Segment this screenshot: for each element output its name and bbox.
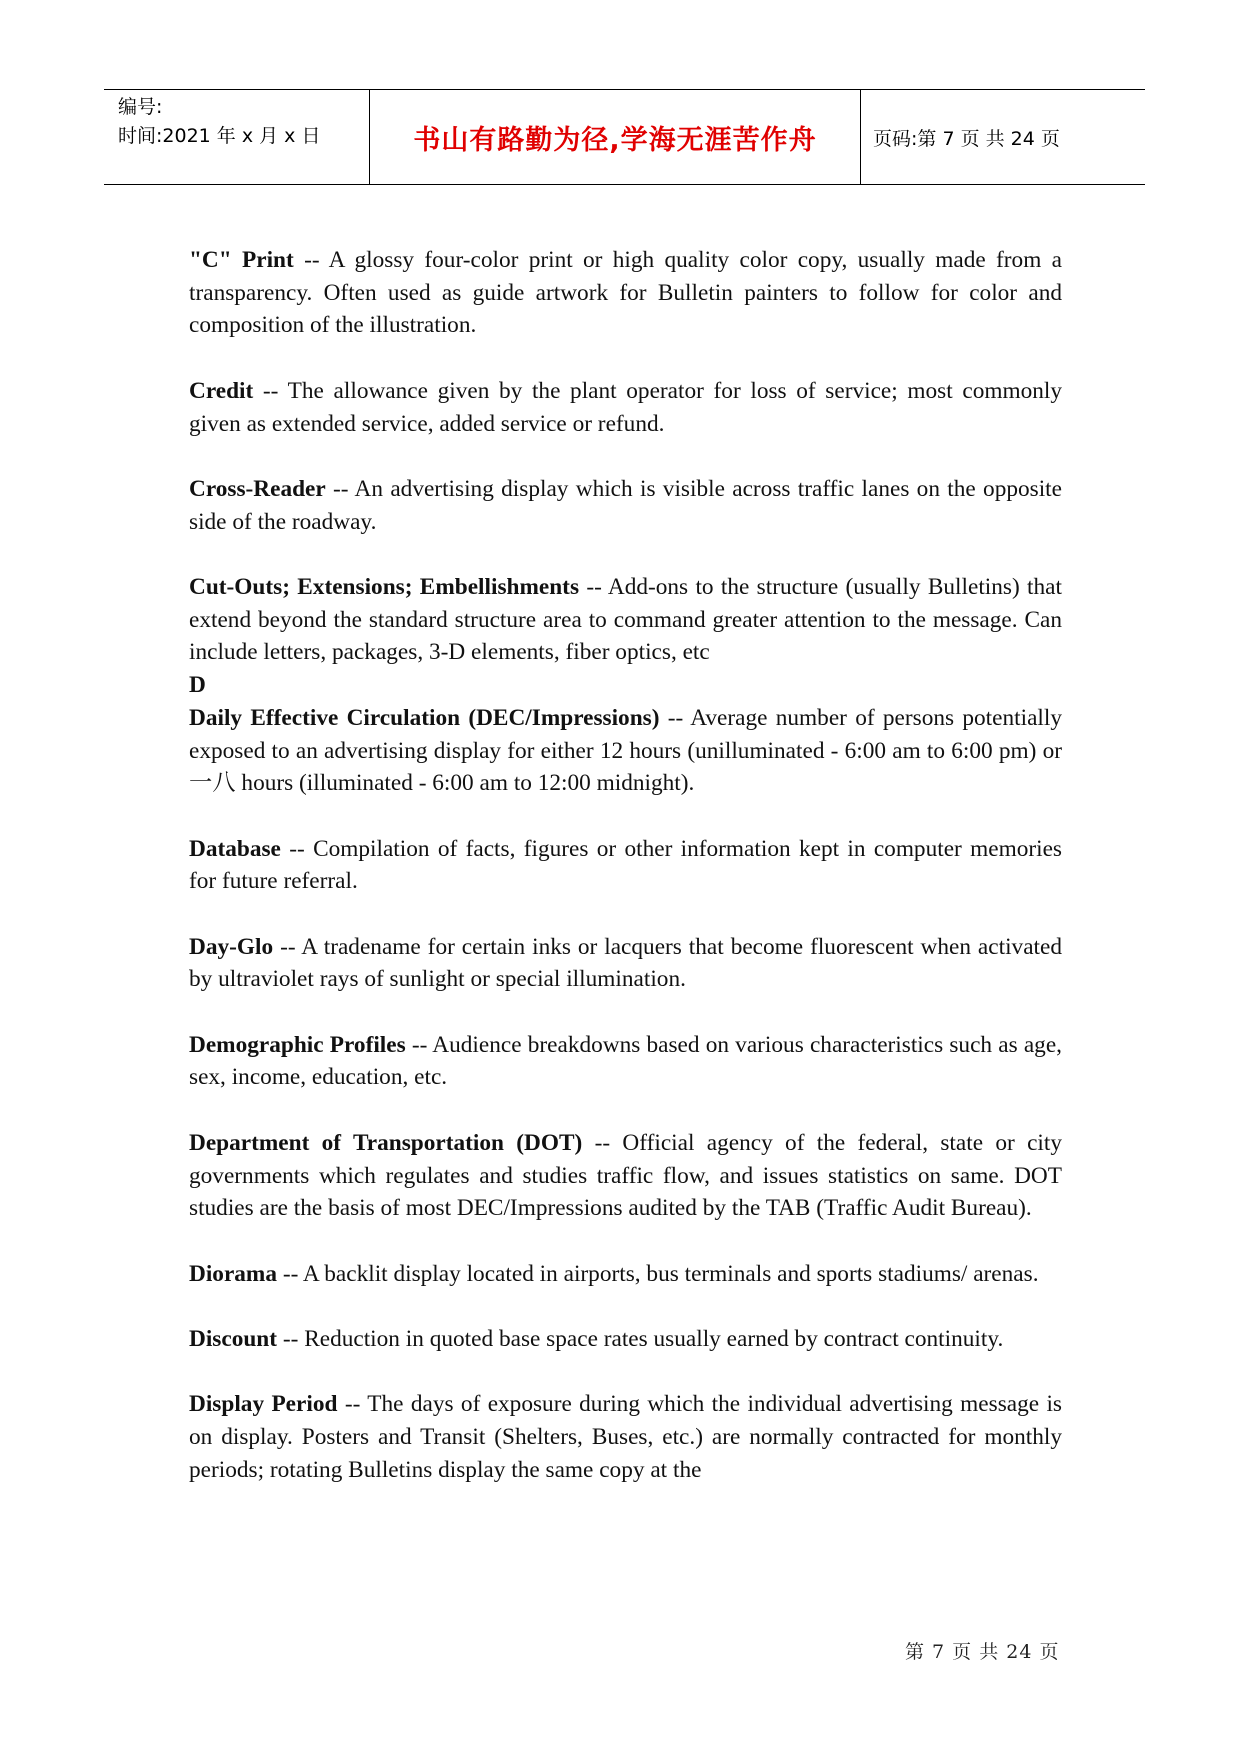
entry-definition: -- An advertising display which is visible across traffic lanes on the opposite side of the roadway. [189, 475, 1062, 535]
entry-definition: -- A tradename for certain inks or lacquers that become fluorescent when activated by ultraviolet rays of sunlight or special illumination. [189, 933, 1062, 993]
glossary-entry [189, 931, 1062, 996]
entry-term: Department of Transportation (DOT) [189, 1129, 583, 1156]
entry-term: Diorama [189, 1260, 277, 1287]
entry-definition: -- Audience breakdowns based on various characteristics such as age, sex, income, education, etc. [189, 1031, 1062, 1091]
glossary-entry [189, 375, 1062, 440]
glossary-body [189, 244, 1062, 1487]
header-meta [104, 90, 370, 184]
entry-term: Day-Glo [189, 933, 274, 960]
entry-definition: -- Reduction in quoted base space rates usually earned by contract continuity. [277, 1326, 1004, 1353]
entry-definition: -- A backlit display located in airports, bus terminals and sports stadiums/ arenas. [277, 1260, 1039, 1287]
glossary-entry [189, 1127, 1062, 1225]
glossary-entry [189, 702, 1062, 800]
glossary-entry [189, 833, 1062, 898]
entry-definition: -- Average number of persons potentially exposed to an advertising display for either 12 hours (unilluminated - 6:00 am to 6:00 pm) or 一八 hours (illuminated - 6:00 am to 12:00 midnight). [189, 704, 1063, 797]
entry-term: Daily Effective Circulation (DEC/Impressions) [189, 704, 660, 731]
entry-term: Demographic Profiles [189, 1031, 406, 1058]
glossary-entry [189, 1323, 1062, 1356]
number-label: 编号: [118, 96, 163, 118]
page-footer: 第 7 页 共 24 页 [905, 1641, 1060, 1663]
entry-term: Database [189, 835, 281, 862]
glossary-entry [189, 571, 1062, 669]
document-header [104, 89, 1145, 185]
entry-term: Credit [189, 377, 254, 404]
entry-term: Display Period [189, 1391, 338, 1418]
entry-definition: -- Official agency of the federal, state or city governments which regulates and studies traffic flow, and issues statistics on same. DOT studies are the basis of most DEC/Impressions audited by the TAB (Traffic Audit Bureau). [189, 1129, 1062, 1222]
glossary-entry [189, 1388, 1062, 1486]
entry-definition: -- The days of exposure during which the individual advertising message is on display. Posters and Transit (Shelters, Buses, etc.) are normally contracted for monthly periods; rotating Bulletins display the same copy at the [189, 1391, 1062, 1483]
header-motto: 书山有路勤为径,学海无涯苦作舟 [370, 90, 861, 184]
glossary-entry [189, 1258, 1062, 1291]
entry-term: Cut-Outs; Extensions; Embellishments [189, 573, 580, 600]
entry-definition: -- Compilation of facts, figures or other information kept in computer memories for future referral. [189, 835, 1062, 895]
time-label: 时间:2021 年 x 月 x 日 [118, 125, 321, 147]
glossary-entry [189, 473, 1062, 538]
header-page-info: 页码:第 7 页 共 24 页 [873, 127, 1060, 150]
glossary-entry [189, 244, 1062, 342]
entry-term: Cross-Reader [189, 475, 326, 502]
entry-definition: -- The allowance given by the plant operator for loss of service; most commonly given as extended service, added service or refund. [189, 377, 1062, 437]
entry-definition: -- Add-ons to the structure (usually Bulletins) that extend beyond the standard structure area to command greater attention to the message. Can include letters, packages, 3-D elements, fiber optics, etc [189, 573, 1062, 666]
glossary-entry [189, 1029, 1062, 1094]
entry-term: "C" Print [189, 247, 294, 273]
entry-term: Discount [189, 1326, 278, 1353]
entry-definition: -- A glossy four-color print or high quality color copy, usually made from a transparency. Often used as guide artwork for Bulletin painters to follow for color and composition of the illustration. [189, 247, 1062, 339]
section-letter: D [189, 672, 206, 699]
